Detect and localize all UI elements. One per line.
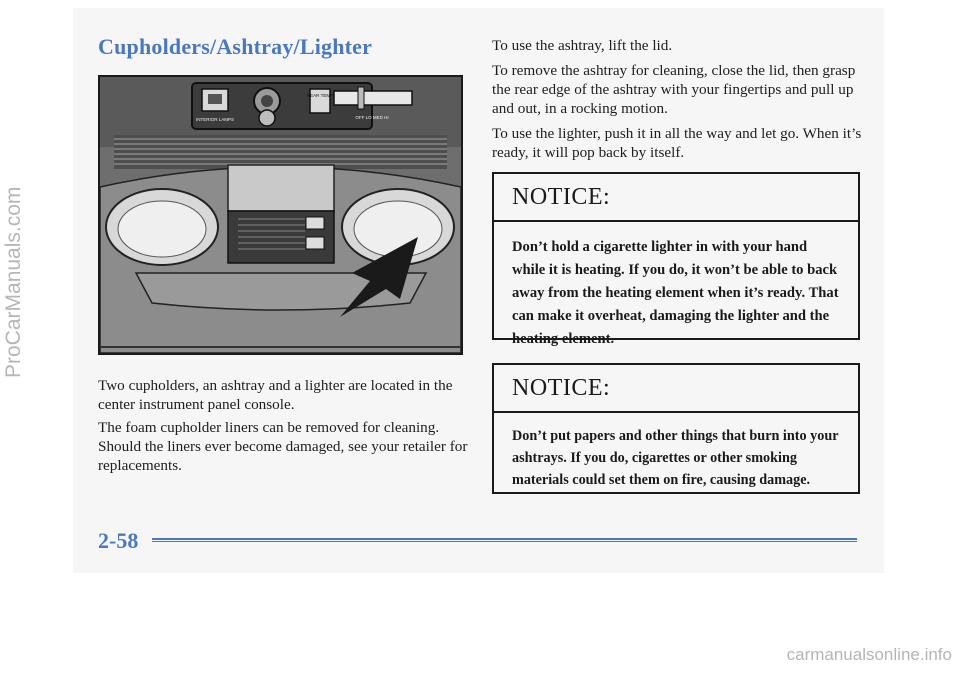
ashtray-tab-bottom — [306, 237, 324, 249]
left-cupholder-liner — [118, 201, 206, 257]
site-watermark: carmanualsonline.info — [786, 645, 952, 664]
fan-slider — [334, 91, 412, 105]
rear-temp-label: REAR TEMP — [306, 93, 334, 98]
fan-slider-handle — [358, 87, 364, 109]
fan-scale-label: OFF LO MED HI — [355, 115, 389, 120]
lamp-label: INTERIOR LAMPS — [195, 117, 235, 122]
vent-grille — [114, 135, 447, 169]
page-number: 2-58 — [98, 528, 139, 553]
ashtray-lid — [228, 165, 334, 211]
notice-heading: NOTICE: — [494, 174, 858, 222]
cupholder-location-text: Two cupholders, an ashtray and a lighter are located in the center instrument panel console. — [98, 377, 453, 413]
section-title: Cupholders/Ashtray/Lighter — [98, 34, 373, 59]
ashtray-notice-box — [492, 363, 860, 494]
ashtray-use-text: To use the ashtray, lift the lid. — [492, 37, 673, 54]
lamp-knob-grip — [208, 94, 222, 104]
watermark-text: ProCarManuals.com — [2, 186, 25, 378]
notice-heading: NOTICE: — [494, 365, 858, 413]
notice-text: Don’t put papers and other things that burn into your ashtrays. If you do, cigarettes or other smoking materials could set them on fire, causing damage. — [512, 428, 839, 488]
lighter-use-text: To use the lighter, push it in all the way and let go. When it’s ready, it will pop back by itself. — [492, 125, 862, 161]
ashtray-tab-top — [306, 217, 324, 229]
console-drawing — [100, 77, 461, 353]
notice-text: Don’t hold a cigarette lighter in with your hand while it is heating. If you do, it won’t be able to back away from the heating element when it’s ready. That can make it overheat, damaging the lighter and the heating element. — [512, 239, 839, 347]
lighter-notice-box — [492, 172, 860, 347]
cupholder-liner-text: The foam cupholder liners can be removed for cleaning. Should the liners ever become damaged, see your retailer for replacements. — [98, 419, 468, 474]
lighter-knob-center — [261, 95, 273, 107]
lighter-icon — [259, 110, 275, 126]
console-illustration — [98, 75, 463, 355]
ashtray-remove-text: To remove the ashtray for cleaning, close the lid, then grasp the rear edge of the ashtray with your fingertips and pull up and out, in a rocking motion. — [492, 62, 856, 117]
footer-rule — [152, 538, 857, 542]
